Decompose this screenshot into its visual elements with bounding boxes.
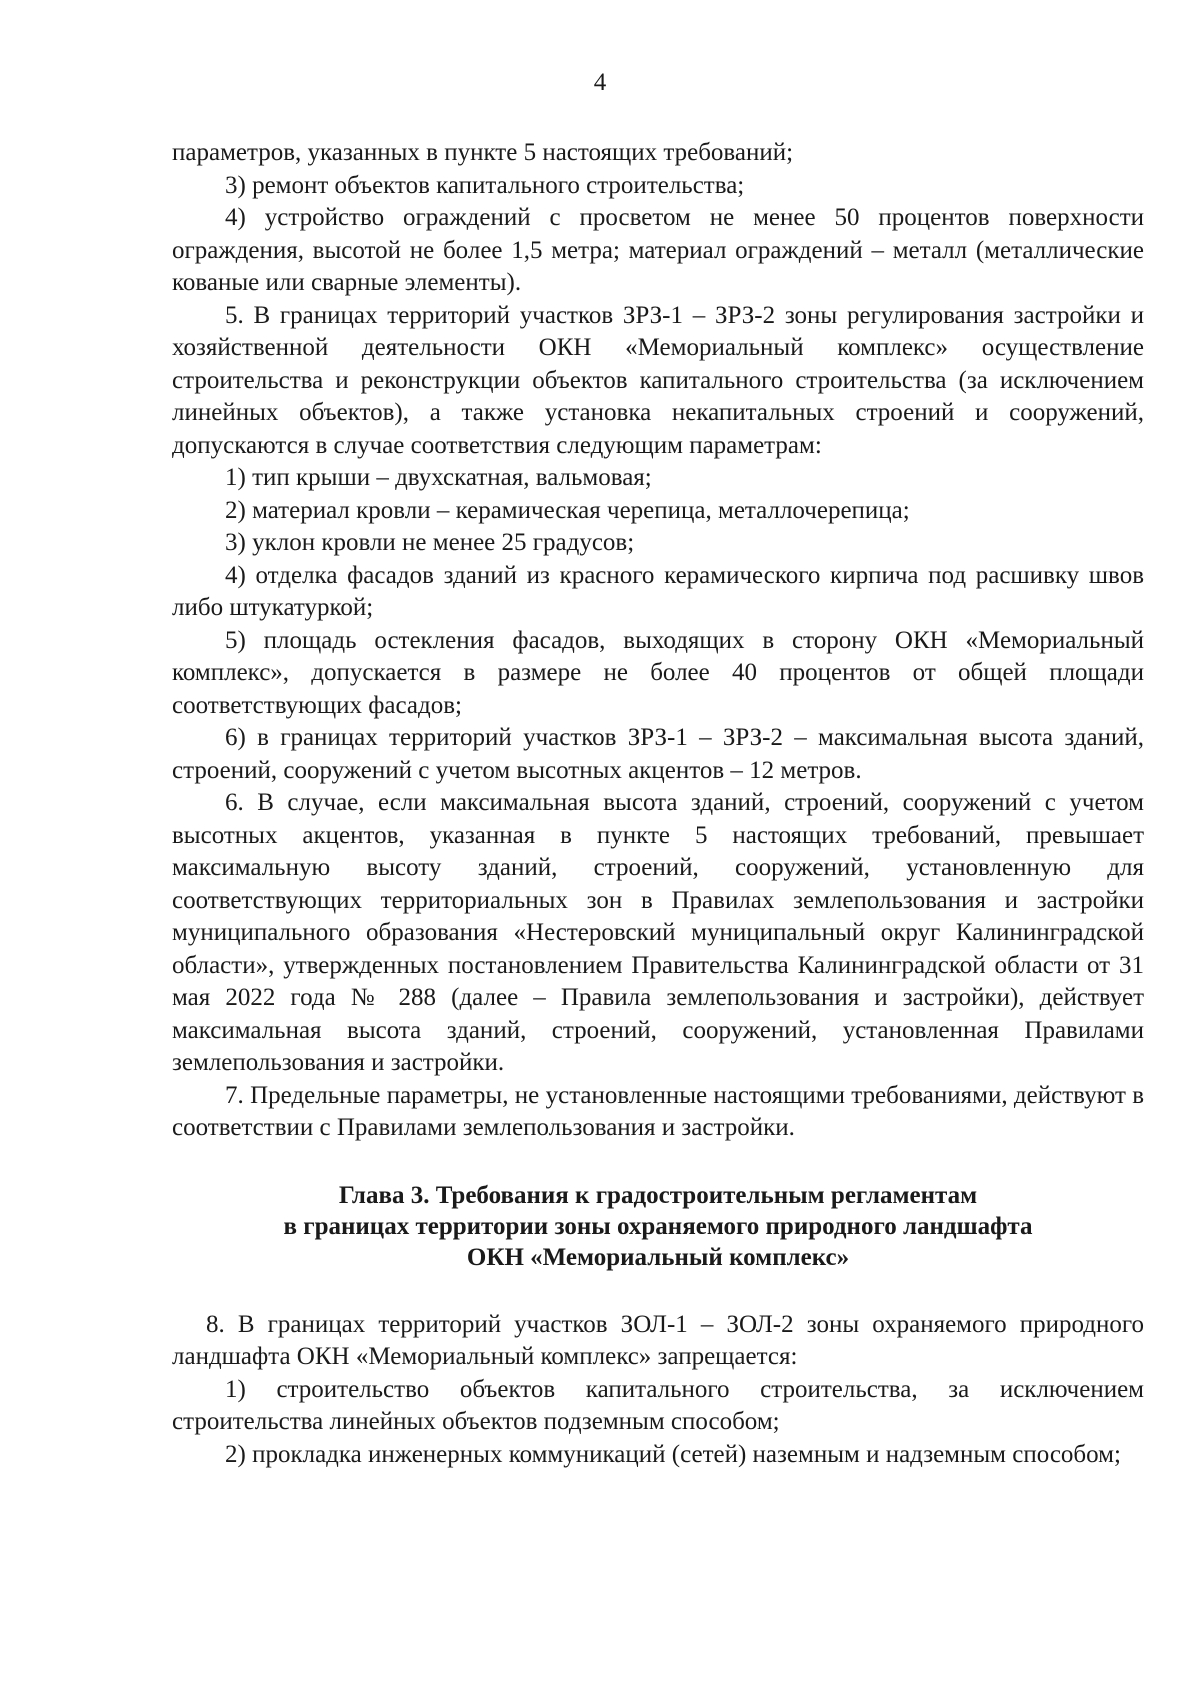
chapter-heading-line: Глава 3. Требования к градостроительным регламентам [338, 1181, 978, 1209]
clause-5: 5. В границах территорий участков ЗРЗ-1 – ЗРЗ-2 зоны регулирования застройки и хозяйственной деятельности ОКН «Мемориальный комплекс» осуществление строительства и реконструкции объектов капитального строительства (за исключением линейных объектов), а также установка некапитальных строений и сооружений, допускаются в случае соответствия следующим параметрам: [172, 301, 1144, 459]
list-item: 6) в границах территорий участков ЗРЗ-1 – ЗРЗ-2 – максимальная высота зданий, строений, сооружений с учетом высотных акцентов – 12 метров. [172, 724, 1144, 784]
list-item: 5) площадь остекления фасадов, выходящих в сторону ОКН «Мемориальный комплекс», допускается в размере не более 40 процентов от общей площади соответствующих фасадов; [172, 626, 1144, 719]
document-body [172, 137, 1144, 1471]
list-item: 3) уклон кровли не менее 25 градусов; [225, 529, 635, 556]
paragraph: параметров, указанных в пункте 5 настоящих требований; [172, 139, 794, 166]
list-item: 1) строительство объектов капитального строительства, за исключением строительства линейных объектов подземным способом; [172, 1375, 1144, 1435]
chapter-heading [172, 1180, 1144, 1273]
clause-7: 7. Предельные параметры, не установленные настоящими требованиями, действуют в соответствии с Правилами землепользования и застройки. [172, 1081, 1144, 1141]
list-item: 3) ремонт объектов капитального строительства; [225, 171, 745, 199]
clause-6: 6. В случае, если максимальная высота зданий, строений, сооружений с учетом высотных акцентов, указанная в пункте 5 настоящих требований, превышает максимальную высоту зданий, строений, сооружений, установленную для соответствующих территориальных зон в Правилах землепользования и застройки муниципального образования «Нестеровский муниципальный округ Калининградской области», утвержденных постановлением Правительства Калининградской области от 31 мая 2022 года № 288 (далее – Правила землепользования и застройки), действует максимальная высота зданий, строений, сооружений, установленная Правилами землепользования и застройки. [172, 789, 1144, 1076]
list-item: 2) прокладка инженерных коммуникаций (сетей) наземным и надземным способом; [225, 1440, 1121, 1468]
chapter-heading-line: ОКН «Мемориальный комплекс» [466, 1243, 850, 1271]
list-item: 1) тип крыши – двухскатная, вальмовая; [225, 464, 652, 491]
list-item: 2) материал кровли – керамическая черепица, металлочерепица; [225, 496, 910, 524]
list-item: 4) устройство ограждений с просветом не менее 50 процентов поверхности ограждения, высотой не более 1,5 метра; материал ограждений – металл (металлические кованые или сварные элементы). [172, 204, 1144, 296]
list-item: 4) отделка фасадов зданий из красного керамического кирпича под расшивку швов либо штукатуркой; [172, 561, 1144, 621]
clause-8: 8. В границах территорий участков ЗОЛ-1 – ЗОЛ-2 зоны охраняемого природного ландшафта ОКН «Мемориальный комплекс» запрещается: [172, 1310, 1144, 1370]
page-number: 4 [593, 69, 607, 96]
chapter-heading-line: в границах территории зоны охраняемого природного ландшафта [283, 1212, 1033, 1240]
